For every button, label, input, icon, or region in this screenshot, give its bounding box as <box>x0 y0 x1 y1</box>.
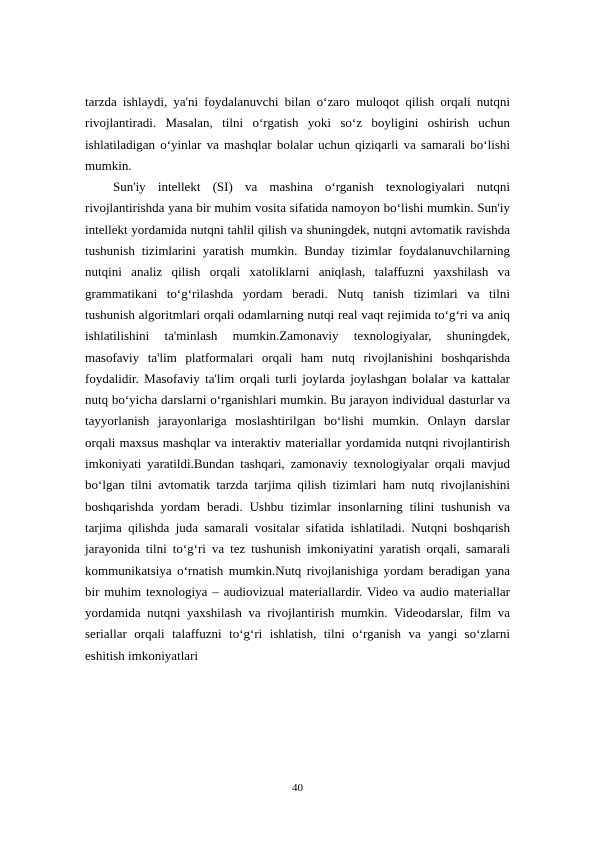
body-text <box>85 91 510 666</box>
paragraph-continued: tarzda ishlaydi, ya'ni foydalanuvchi bilan o‘zaro muloqot qilish orqali nutqni rivojlantiradi. Masalan, tilni o‘rgatish yoki so‘z boyligini oshirish uchun ishlatiladigan o‘yinlar va mashqlar bolalar uchun qiziqarli va samarali bo‘lishi mumkin. <box>85 94 510 173</box>
paragraph-ai-speech: Sun'iy intellekt (SI) va mashina o‘rganish texnologiyalari nutqni rivojlantirishda yana bir muhim vosita sifatida namoyon bo‘lishi mumkin. Sun'iy intellekt yordamida nutqni tahlil qilish va shuningdek, nutqni avtomatik ravishda tushunish tizimlarini yaratish mumkin. Bunday tizimlar foydalanuvchilarning nutqini analiz qilish orqali xatoliklarni aniqlash, talaffuzni yaxshilash va grammatikani to‘g‘rilashda yordam beradi. Nutq tanish tizimlari va tilni tushunish algoritmlari orqali odamlarning nutqi real vaqt rejimida to‘g‘ri va aniq ishlatilishini ta'minlash mumkin.Zamonaviy texnologiyalar, shuningdek, masofaviy ta'lim platformalari orqali ham nutq rivojlanishini boshqarishda foydalidir. Masofaviy ta'lim orqali turli joylarda joylashgan bolalar va kattalar nutq bo‘yicha darslarni o‘rganishlari mumkin. Bu jarayon individual dasturlar va tayyorlanish jarayonlariga moslashtirilgan bo‘lishi mumkin. Onlayn darslar orqali maxsus mashqlar va interaktiv materiallar yordamida nutqni rivojlantirish imkoniyati yaratildi.Bundan tashqari, zamonaviy texnologiyalar orqali mavjud bo‘lgan tilni avtomatik tarzda tarjima qilish tizimlari ham nutq rivojlanishini boshqarishda yordam beradi. Ushbu tizimlar insonlarning tilini tushunish va tarjima qilishda juda samarali vositalar sifatida ishlatiladi. Nutqni boshqarish jarayonida tilni to‘g‘ri va tez tushunish imkoniyatini yaratish orqali, samarali kommunikatsiya o‘rnatish mumkin.Nutq rivojlanishiga yordam beradigan yana bir muhim texnologiya – audiovizual materiallardir. Video va audio materiallar yordamida nutqni yaxshilash va rivojlantirish mumkin. Videodarslar, film va seriallar orqali talaffuzni to‘g‘ri ishlatish, tilni o‘rganish va yangi so‘zlarni eshitish imkoniyatlari <box>85 179 510 663</box>
page-number: 40 <box>292 782 303 794</box>
